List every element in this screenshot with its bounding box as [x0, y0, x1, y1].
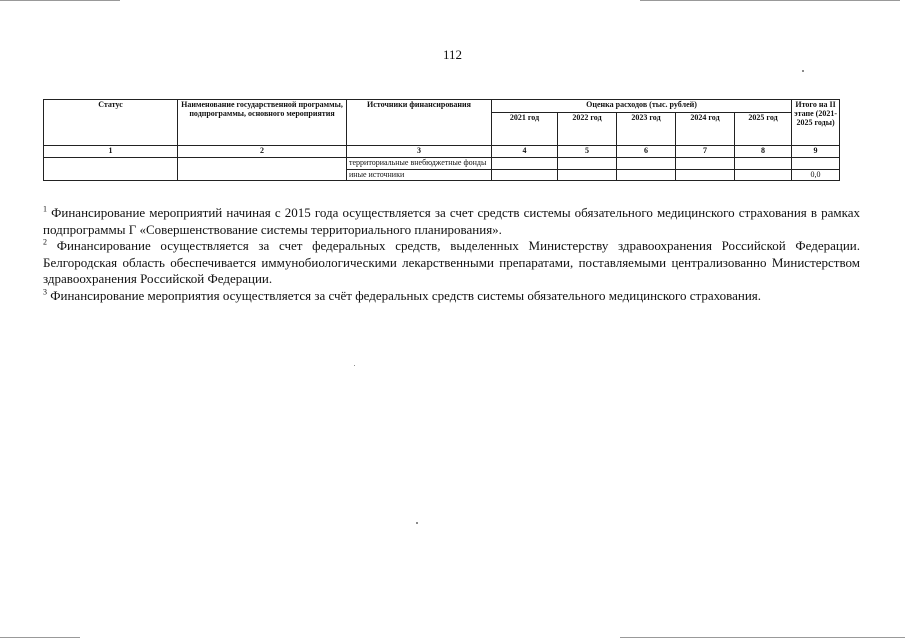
- value-cell: [558, 169, 617, 181]
- value-cell: [676, 157, 735, 169]
- value-cell: [558, 157, 617, 169]
- status-cell: [44, 157, 178, 181]
- column-number: 2: [178, 146, 347, 158]
- scan-edge-top-right: [640, 0, 900, 1]
- source-cell: территориальные внебюджетные фонды: [347, 157, 492, 169]
- column-number: 9: [792, 146, 840, 158]
- column-number: 5: [558, 146, 617, 158]
- header-program-name: Наименование государственной программы, подпрограммы, основного мероприятия: [178, 100, 347, 146]
- header-year-2022: 2022 год: [558, 113, 617, 146]
- table-row: [44, 157, 840, 169]
- column-number: 1: [44, 146, 178, 158]
- header-year-2021: 2021 год: [492, 113, 558, 146]
- total-cell: [792, 157, 840, 169]
- value-cell: [735, 157, 792, 169]
- value-cell: [676, 169, 735, 181]
- value-cell: [617, 169, 676, 181]
- footnote-2: [43, 238, 860, 288]
- column-number: 7: [676, 146, 735, 158]
- scan-edge-bottom-right: [620, 637, 905, 638]
- header-year-2025: 2025 год: [735, 113, 792, 146]
- scan-speck: [354, 365, 355, 366]
- column-number: 8: [735, 146, 792, 158]
- footnotes: [43, 205, 860, 304]
- header-status: Статус: [44, 100, 178, 146]
- page-number: 112: [442, 47, 463, 62]
- source-cell: иные источники: [347, 169, 492, 181]
- value-cell: [735, 169, 792, 181]
- value-cell: [492, 157, 558, 169]
- column-number-row: [44, 146, 840, 158]
- total-cell: 0,0: [792, 169, 840, 181]
- scan-speck: [802, 70, 804, 72]
- footnote-text: Финансирование мероприятия осуществляется за счёт федеральных средств системы обязательного медицинского страхования.: [50, 287, 762, 303]
- scan-edge-bottom-left: [0, 637, 80, 638]
- table-header-row: [44, 100, 840, 113]
- footnote-mark: 1: [43, 204, 47, 214]
- footnote-text: Финансирование осуществляется за счет федеральных средств, выделенных Министерству здравоохранения Российской Федерации. Белгородская область обеспечивается иммунобиологическими лекарственными препаратами, поставляемыми централизованно Министерством здравоохранения Российской Федерации.: [43, 238, 861, 286]
- header-sources: Источники финансирования: [347, 100, 492, 146]
- column-number: 4: [492, 146, 558, 158]
- footnote-1: [43, 205, 860, 238]
- header-year-2024: 2024 год: [676, 113, 735, 146]
- value-cell: [617, 157, 676, 169]
- footnote-mark: 2: [43, 237, 47, 247]
- value-cell: [492, 169, 558, 181]
- header-estimate: Оценка расходов (тыс. рублей): [492, 100, 792, 113]
- footnote-text: Финансирование мероприятий начиная с 2015 года осуществляется за счет средств системы обязательного медицинского страхования в рамках подпрограммы Г «Совершенствование системы территориального планирования».: [43, 205, 861, 237]
- scan-speck: [416, 522, 418, 524]
- header-total: Итого на II этапе (2021-2025 годы): [792, 100, 840, 146]
- header-year-2023: 2023 год: [617, 113, 676, 146]
- footnote-3: [43, 288, 860, 305]
- footnote-mark: 3: [43, 287, 47, 297]
- scan-edge-top-left: [0, 0, 120, 1]
- column-number: 3: [347, 146, 492, 158]
- program-name-cell: [178, 157, 347, 181]
- column-number: 6: [617, 146, 676, 158]
- financing-table: [43, 99, 840, 181]
